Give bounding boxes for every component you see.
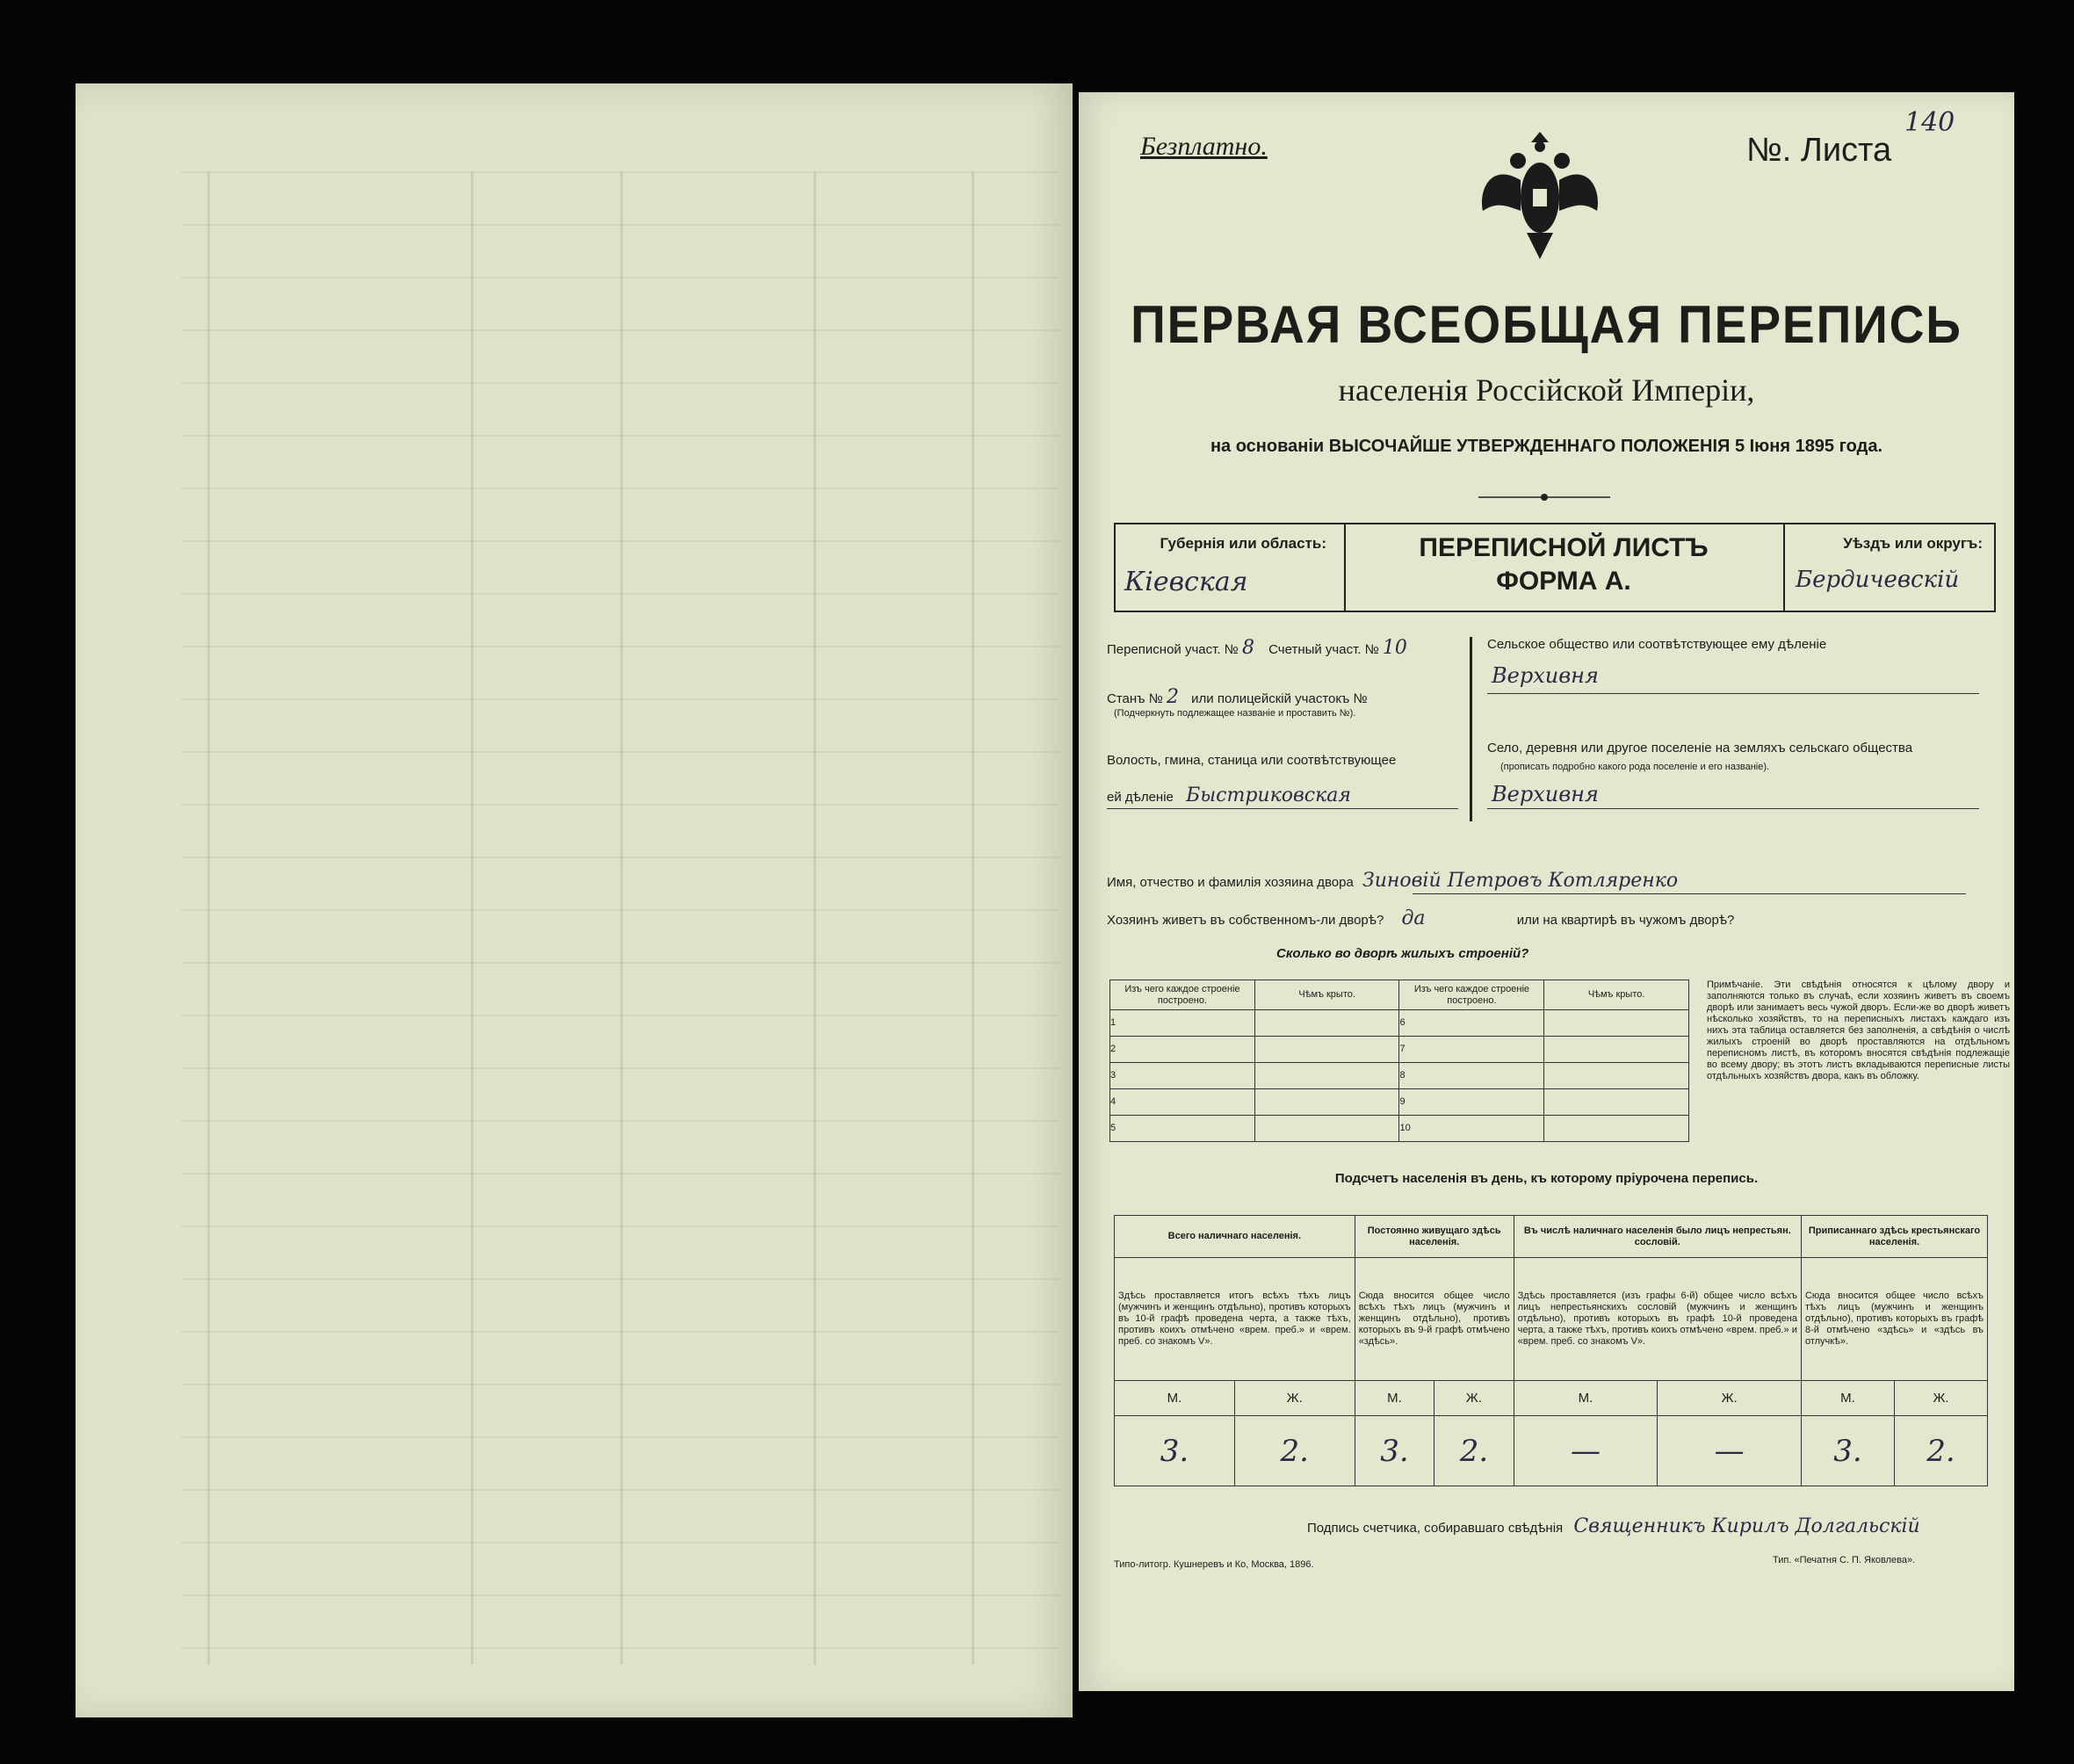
building-row-num: 9 — [1399, 1089, 1544, 1116]
schetny-uchastok-value: 10 — [1382, 637, 1407, 659]
tally-value: 2. — [1434, 1416, 1514, 1486]
sex-label: Ж. — [1434, 1381, 1514, 1416]
owner-name-label: Имя, отчество и фамилія хозяина двора — [1107, 875, 1354, 890]
tally-caption: Подсчетъ населенія въ день, къ которому пріурочена перепись. — [1334, 1171, 1759, 1186]
tally-value: — — [1658, 1416, 1802, 1486]
owner-own-label: Хозяинъ живетъ въ собственномъ-ли дворѣ? — [1107, 913, 1384, 928]
owner-own-row — [1107, 907, 1734, 929]
schetny-uchastok-label: Счетный участ. № — [1268, 642, 1379, 657]
tally-value: 2. — [1234, 1416, 1355, 1486]
sex-label: М. — [1355, 1381, 1434, 1416]
volost-value: Быстриковская — [1186, 784, 1351, 806]
selo-hint: (прописать подробно какого рода поселеніе и его названіе). — [1500, 762, 1770, 772]
tally-header-total: Всего наличнаго населенія. — [1115, 1216, 1355, 1258]
stan-label: Станъ № — [1107, 691, 1163, 706]
tally-desc: Здѣсь проставляется итогъ всѣхъ тѣхъ лицъ (мужчинъ и женщинъ отдѣльно), противъ которыхъ въ 10-й графѣ проведена черта, а также тѣхъ, противъ коихъ отмѣчено «врем. преб.» и «врем. преб. со знакомъ V». — [1115, 1258, 1355, 1381]
building-row-num: 7 — [1399, 1037, 1544, 1063]
left-page — [76, 83, 1073, 1717]
uezd-value: Бердичевскій — [1796, 567, 1960, 593]
sex-label: М. — [1115, 1381, 1235, 1416]
buildings-note: Примѣчаніе. Эти свѣдѣнія относятся к цѣлому двору и заполняются только въ случаѣ, если хозяинъ живетъ въ своемъ дворѣ или занимаетъ весь чужой дворъ. Если-же во дворѣ живетъ нѣсколько хозяйствъ, то на переписныхъ листахъ каждаго изъ нихъ эта таблица оставляется без заполненія, а свѣдѣнія о числѣ жилыхъ строеній во дворѣ проставляются на отдѣльномъ переписномъ листѣ, въ которомъ вносятся свѣдѣнія подлежащіе во всему двору; въ этотъ листъ вкладываются переписные листы отдѣльныхъ хозяйствъ двора, какъ въ обложку. — [1707, 980, 2010, 1081]
tally-header-non-peasant: Въ числѣ наличнаго населенія было лицъ непрестьян. сословій. — [1514, 1216, 1801, 1258]
buildings-col-material: Изъ чего каждое строеніе построено. — [1110, 980, 1255, 1010]
gubernia-value: Кіевская — [1124, 567, 1248, 597]
sex-label: М. — [1801, 1381, 1894, 1416]
uezd-cell — [1783, 524, 1996, 611]
buildings-table — [1109, 980, 1689, 1142]
obshchestvo-label: Сельское общество или соотвѣтствующее ему дѣленіе — [1487, 637, 1827, 652]
sex-label: Ж. — [1658, 1381, 1802, 1416]
free-label: Безплатно. — [1140, 132, 1268, 161]
perepis-uchastok-row — [1107, 637, 1407, 659]
gubernia-label: Губернія или область: — [1160, 535, 1326, 552]
perepis-uchastok-value: 8 — [1241, 637, 1254, 659]
signature-label: Подпись счетчика, собиравшаго свѣдѣнія — [1307, 1521, 1564, 1536]
obshchestvo-value: Верхивня — [1492, 663, 1599, 688]
printer-footer-left: Типо-литогр. Кушнеревъ и Ко, Москва, 1896. — [1114, 1559, 1314, 1570]
sex-label: Ж. — [1234, 1381, 1355, 1416]
underline-hint: (Подчеркнуть подлежащее названіе и проставить №). — [1114, 708, 1356, 719]
sex-label: Ж. — [1894, 1381, 1987, 1416]
gubernia-cell — [1116, 524, 1346, 611]
volost-label-2: ей дѣленіе — [1107, 790, 1174, 805]
population-tally-table — [1114, 1215, 1988, 1486]
building-row-num: 4 — [1110, 1089, 1255, 1116]
buildings-col-material-2: Изъ чего каждое строеніе построено. — [1399, 980, 1544, 1010]
building-row-num: 8 — [1399, 1063, 1544, 1089]
stan-value: 2 — [1166, 686, 1179, 708]
census-form-page — [1079, 92, 2014, 1691]
buildings-col-roof-2: Чѣмъ крыто. — [1544, 980, 1689, 1010]
selo-value: Верхивня — [1492, 782, 1599, 806]
tally-value: 3. — [1801, 1416, 1894, 1486]
selo-label: Село, деревня или другое поселеніе на земляхъ сельскаго общества — [1487, 741, 1913, 755]
sex-label: М. — [1514, 1381, 1658, 1416]
tally-value: 2. — [1894, 1416, 1987, 1486]
form-title-line: ПЕРЕПИСНОЙ ЛИСТЪ — [1419, 533, 1709, 562]
perepis-uchastok-label: Переписной участ. № — [1107, 642, 1239, 657]
building-row-num: 3 — [1110, 1063, 1255, 1089]
signature-value: Священникъ Кирилъ Долгальскій — [1573, 1515, 1920, 1537]
vertical-divider — [1470, 637, 1472, 821]
owner-name-row — [1107, 870, 1678, 892]
uezd-label: Уѣздъ или округъ: — [1843, 535, 1983, 552]
building-row-num: 6 — [1399, 1010, 1544, 1037]
tally-desc: Здѣсь проставляется (изъ графы 6-й) общее число всѣхъ лицъ непрестьянскихъ сословій (мужчинъ и женщинъ отдѣльно), противъ которыхъ въ графѣ 10-й проведена черта, а также тѣхъ, противъ коихъ отмѣчено «врем. преб.» и «врем. преб. со знакомъ V». — [1514, 1258, 1801, 1381]
sheet-number-label: №. Листа — [1746, 132, 1892, 169]
owner-name-value: Зиновій Петровъ Котляренко — [1362, 870, 1679, 892]
census-title: ПЕРВАЯ ВСЕОБЩАЯ ПЕРЕПИСЬ — [1131, 295, 1962, 354]
tally-header-permanent: Постоянно живущаго здѣсь населенія. — [1355, 1216, 1514, 1258]
buildings-col-roof: Чѣмъ крыто. — [1254, 980, 1399, 1010]
building-row-num: 1 — [1110, 1010, 1255, 1037]
form-header-box — [1114, 523, 1996, 612]
volost-label: Волость, гмина, станица или соотвѣтствующее — [1107, 753, 1397, 768]
owner-rent-label: или на квартирѣ въ чужомъ дворѣ? — [1516, 913, 1735, 928]
printer-footer-right: Тип. «Печатня С. П. Яковлева». — [1773, 1555, 1916, 1565]
tally-header-peasant: Приписаннаго здѣсь крестьянскаго населенія. — [1801, 1216, 1987, 1258]
stan-row — [1107, 686, 1368, 708]
building-row-num: 5 — [1110, 1116, 1255, 1142]
police-label: или полицейскій участокъ № — [1191, 691, 1368, 706]
buildings-label: Сколько во дворѣ жилыхъ строеній? — [1276, 946, 1529, 961]
form-subtitle: ФОРМА А. — [1496, 567, 1631, 596]
decree-line: на основаніи ВЫСОЧАЙШЕ УТВЕРЖДЕННАГО ПОЛОЖЕНІЯ 5 Іюня 1895 года. — [1210, 437, 1883, 456]
tally-desc: Сюда вносится общее число всѣхъ тѣхъ лицъ (мужчинъ и женщинъ отдѣльно), противъ которыхъ въ 9-й графѣ отмѣчено «здѣсь». — [1355, 1258, 1514, 1381]
census-subtitle: населенія Россійской Имперіи, — [1338, 372, 1755, 408]
ornament-divider — [1478, 492, 1610, 502]
volost-row — [1107, 784, 1351, 806]
sheet-number-handwritten: 140 — [1904, 107, 1955, 138]
sheet-number — [1746, 107, 1955, 170]
owner-own-value: да — [1401, 907, 1426, 929]
signature-row — [1307, 1515, 1920, 1537]
tally-value: — — [1514, 1416, 1658, 1486]
tally-desc: Сюда вносится общее число всѣхъ тѣхъ лицъ (мужчинъ и женщинъ отдѣльно), противъ которыхъ въ графѣ 8-й отмѣчено «здѣсь» и «здѣсь въ отлучкѣ». — [1801, 1258, 1987, 1381]
building-row-num: 10 — [1399, 1116, 1544, 1142]
left-page-faint-grid — [181, 171, 1059, 1665]
building-row-num: 2 — [1110, 1037, 1255, 1063]
tally-value: 3. — [1115, 1416, 1235, 1486]
tally-value: 3. — [1355, 1416, 1434, 1486]
form-title — [1344, 531, 1783, 598]
double-headed-eagle-icon — [1474, 127, 1606, 268]
